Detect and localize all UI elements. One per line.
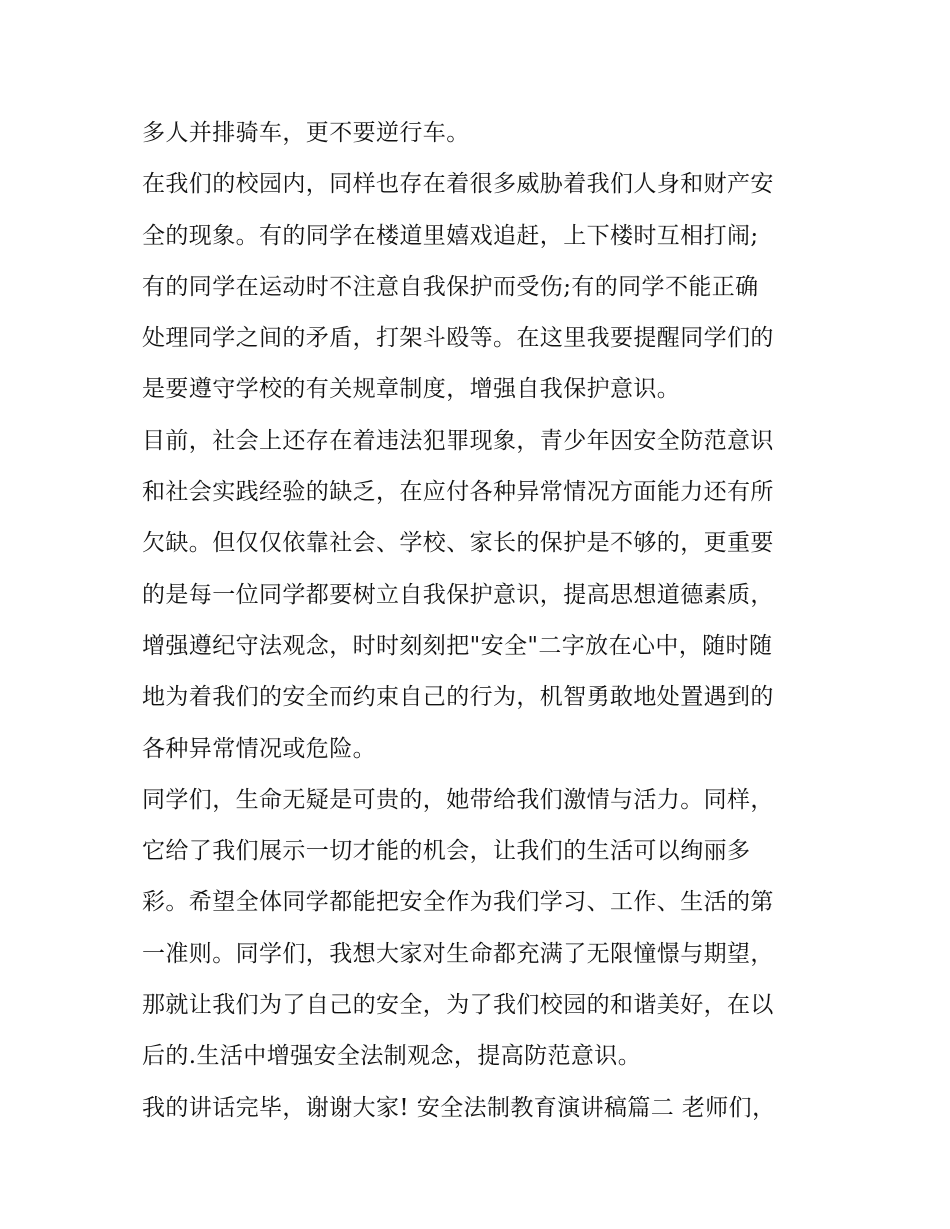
text-line: 是要遵守学校的有关规章制度，增强自我保护意识。 — [142, 376, 681, 403]
text-line: 和社会实践经验的缺乏，在应付各种异常情况方面能力还有所 — [142, 479, 774, 506]
text-line: 后的.生活中增强安全法制观念，提高防范意识。 — [142, 1043, 642, 1070]
text-line: 那就让我们为了自己的安全，为了我们校园的和谐美好，在以 — [142, 992, 774, 1019]
text-line: 的是每一位同学都要树立自我保护意识，提高思想道德素质， — [142, 581, 774, 608]
text-line: 多人并排骑车，更不要逆行车。 — [142, 120, 470, 146]
text-line: 彩。希望全体同学都能把安全作为我们学习、工作、生活的第 — [142, 889, 774, 916]
text-line: 一准则。同学们，我想大家对生命都充满了无限憧憬与期望， — [142, 940, 774, 967]
text-line: 在我们的校园内，同样也存在着很多威胁着我们人身和财产安 — [142, 171, 774, 198]
document-body — [142, 108, 822, 1134]
text-line: 处理同学之间的矛盾，打架斗殴等。在这里我要提醒同学们的 — [142, 325, 774, 352]
text-line: 目前，社会上还存在着违法犯罪现象，青少年因安全防范意识 — [142, 427, 774, 454]
text-line: 各种异常情况或危险。 — [142, 735, 376, 762]
text-line: 有的同学在运动时不注意自我保护而受伤;有的同学不能正确 — [142, 273, 759, 300]
text-line: 全的现象。有的同学在楼道里嬉戏追赶，上下楼时互相打闹; — [142, 222, 759, 249]
text-line: 同学们，生命无疑是可贵的，她带给我们激情与活力。同样， — [142, 786, 774, 813]
text-line: 我的讲话完毕，谢谢大家! 安全法制教育演讲稿篇二 老师们， — [142, 1094, 776, 1121]
text-line: 欠缺。但仅仅依靠社会、学校、家长的保护是不够的，更重要 — [142, 530, 774, 557]
text-line: 地为着我们的安全而约束自己的行为，机智勇敢地处置遇到的 — [142, 684, 774, 711]
text-line: 它给了我们展示一切才能的机会，让我们的生活可以绚丽多 — [142, 838, 751, 865]
text-line: 增强遵纪守法观念，时时刻刻把"安全"二字放在心中，随时随 — [142, 632, 773, 659]
